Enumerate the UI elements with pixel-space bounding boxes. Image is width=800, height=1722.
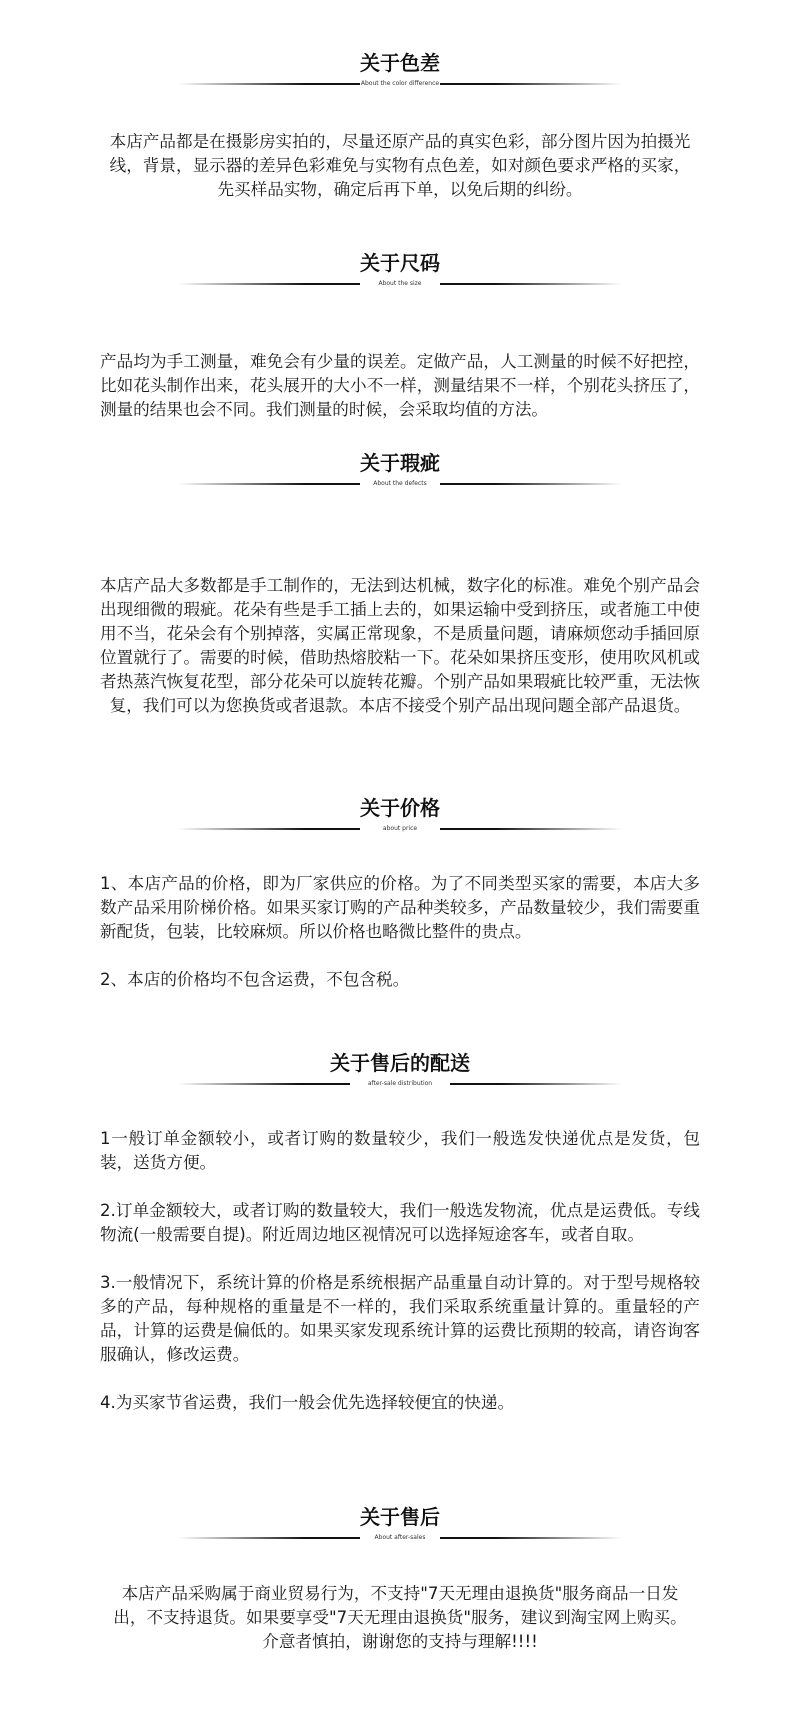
section-title: 关于售后的配送: [330, 1051, 470, 1075]
section-heading: [0, 1050, 800, 1094]
after-sales-text: 本店产品采购属于商业贸易行为，不支持"7天无理由退换货"服务商品一日发出，不支持退货。如果要享受"7天无理由退换货"服务，建议到淘宝网上购买。介意者慎拍，谢谢您的支持与理解!!!!: [113, 1584, 687, 1651]
divider-right: [440, 1537, 622, 1539]
section-subtitle: About the color difference: [360, 80, 440, 87]
section-title: 关于瑕疵: [360, 451, 440, 475]
size-text: 产品均为手工测量，难免会有少量的误差。定做产品，人工测量的时候不好把控，比如花头制作出来，花头展开的大小不一样，测量结果不一样，个别花头挤压了，测量的结果也会不同。我们测量的时候，会采取均值的方法。: [100, 352, 700, 419]
delivery-paragraph: 1一般订单金额较小，或者订购的数量较少，我们一般选发快递优点是发货，包装，送货方便。: [100, 1129, 700, 1172]
section-subtitle: About after-sales: [374, 1534, 426, 1541]
section-delivery: [0, 1050, 800, 1094]
section-subtitle: About the defects: [373, 480, 427, 487]
divider-right: [440, 483, 622, 485]
section-size: [0, 250, 800, 294]
delivery-paragraph: 2.订单金额较大，或者订购的数量较大，我们一般选发物流，优点是运费低。专线物流(一般需要自提)。附近周边地区视情况可以选择短途客车，或者自取。: [100, 1201, 700, 1244]
section-subtitle: about price: [382, 825, 418, 832]
color-difference-text: 本店产品都是在摄影房实拍的，尽量还原产品的真实色彩，部分图片因为拍摄光线，背景，显示器的差异色彩难免与实物有点色差，如对颜色要求严格的买家，先买样品实物，确定后再下单，以免后期的纠纷。: [109, 132, 691, 199]
price-paragraph: 1、本店产品的价格，即为厂家供应的价格。为了不同类型买家的需要，本店大多数产品采用阶梯价格。如果买家订购的产品种类较多，产品数量较少，我们需要重新配货，包装，比较麻烦。所以价格也略微比整件的贵点。: [100, 874, 700, 941]
section-subtitle: after-sale distribution: [367, 1080, 433, 1087]
section-subtitle: About the size: [378, 280, 422, 287]
section-defects: [0, 450, 800, 494]
section-title: 关于色差: [360, 51, 440, 75]
divider-right: [440, 828, 622, 830]
section-heading: [0, 50, 800, 94]
defects-text: 本店产品大多数都是手工制作的，无法到达机械，数字化的标准。难免个别产品会出现细微的瑕疵。花朵有些是手工插上去的，如果运输中受到挤压，或者施工中使用不当，花朵会有个别掉落，实属正常现象，不是质量问题，请麻烦您动手插回原位置就行了。需要的时候，借助热熔胶粘一下。花朵如果挤压变形，使用吹风机或者热蒸汽恢复花型，部分花朵可以旋转花瓣。个别产品如果瑕疵比较严重，无法恢复，我们可以为您换货或者退款。本店不接受个别产品出现问题全部产品退货。: [100, 576, 700, 715]
section-title: 关于价格: [360, 796, 440, 820]
section-price: [0, 795, 800, 839]
section-heading: [0, 250, 800, 294]
section-title: 关于尺码: [360, 251, 440, 275]
divider-right: [440, 283, 622, 285]
section-after-sales: [0, 1504, 800, 1548]
delivery-text: [100, 1127, 700, 1415]
section-color-difference: [0, 50, 800, 94]
delivery-paragraph: 3.一般情况下，系统计算的价格是系统根据产品重量自动计算的。对于型号规格较多的产品，每种规格的重量是不一样的，我们采取系统重量计算的。重量轻的产品，计算的运费是偏低的。如果买家发现系统计算的运费比预期的较高，请咨询客服确认，修改运费。: [100, 1273, 700, 1364]
section-heading: [0, 1504, 800, 1548]
section-heading: [0, 450, 800, 494]
delivery-paragraph: 4.为买家节省运费，我们一般会优先选择较便宜的快递。: [100, 1393, 515, 1412]
price-paragraph: 2、本店的价格均不包含运费，不包含税。: [100, 970, 410, 989]
section-title: 关于售后: [360, 1505, 440, 1529]
price-text: [100, 872, 700, 992]
divider-right: [440, 83, 622, 85]
section-heading: [0, 795, 800, 839]
divider-right: [450, 1083, 622, 1085]
